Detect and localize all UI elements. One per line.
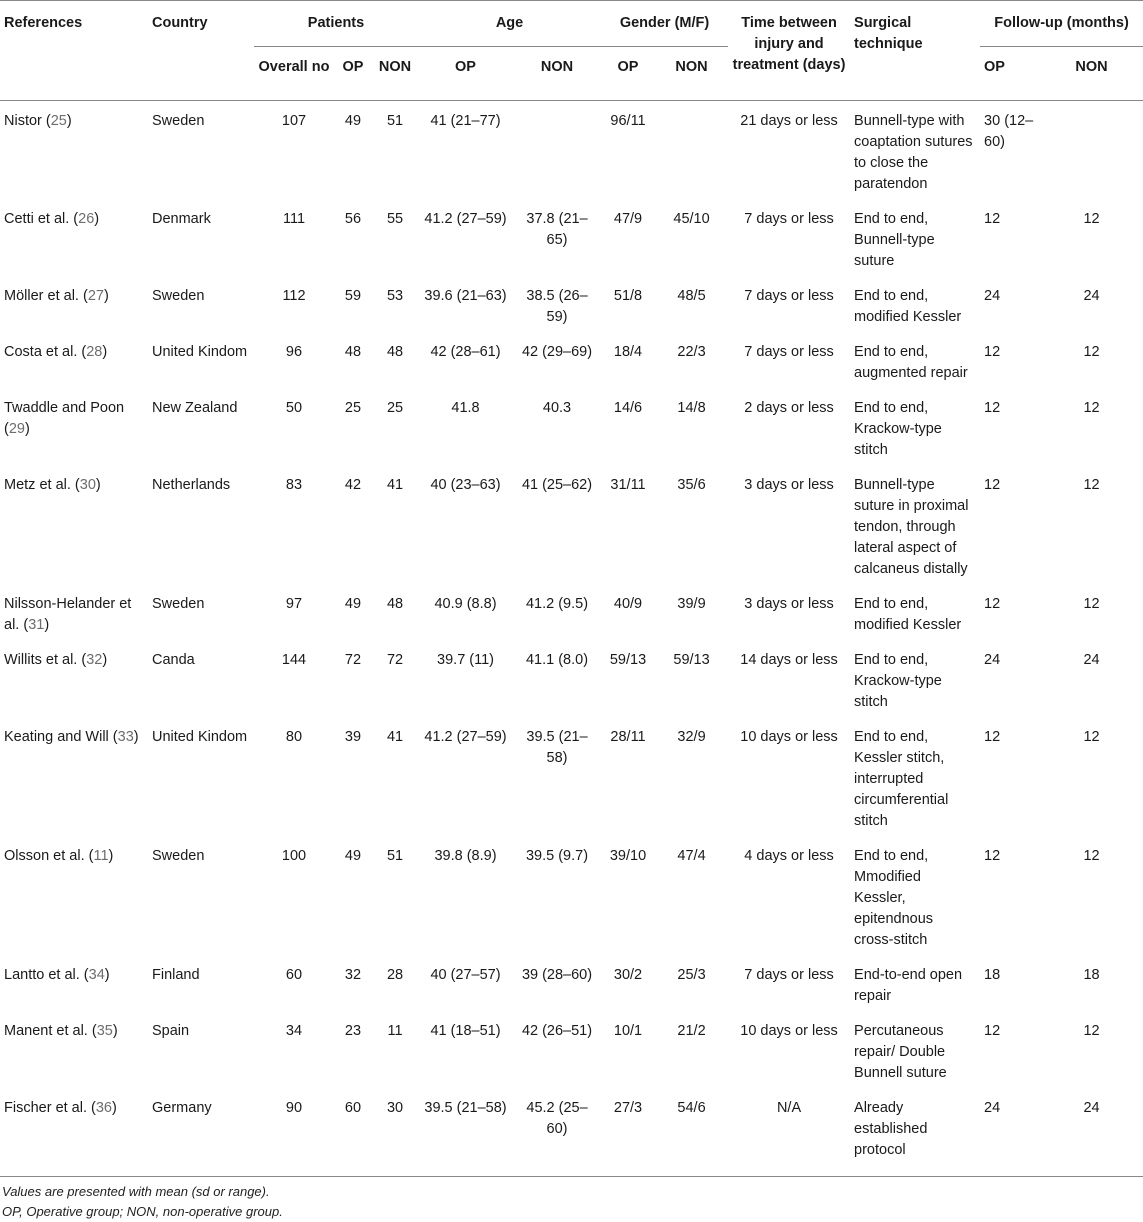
cell-reference: Manent et al. (35) <box>4 1023 118 1039</box>
cell-country: Canda <box>152 652 195 668</box>
footnote-values: Values are presented with mean (sd or range). <box>2 1184 270 1199</box>
cell-technique: End to end, modified Kessler <box>854 288 962 325</box>
cell-followup-op: 18 <box>984 967 1001 983</box>
cell-gender-non: 22/3 <box>677 344 706 360</box>
cell-overall-no: 144 <box>281 652 307 668</box>
cell-reference: Olsson et al. (11) <box>4 848 114 864</box>
reference-number-link[interactable]: 29 <box>8 421 25 437</box>
cell-reference: Twaddle and Poon (29) <box>4 400 125 437</box>
table-row <box>0 465 1143 584</box>
cell-overall-no: 97 <box>285 596 303 612</box>
cell-reference: Möller et al. (27) <box>4 288 109 304</box>
cell-age-op: 42 (28–61) <box>430 344 501 360</box>
reference-name: Manent et al. <box>4 1023 88 1039</box>
cell-country: New Zealand <box>152 400 238 416</box>
cell-followup-op: 24 <box>984 288 1001 304</box>
cell-followup-op: 12 <box>984 729 1001 745</box>
cell-patients-non: 51 <box>386 113 404 129</box>
cell-followup-non: 12 <box>1083 729 1100 745</box>
cell-time: 14 days or less <box>740 652 838 668</box>
header-followup-non: NON <box>1075 59 1108 75</box>
reference-name: Möller et al. <box>4 288 79 304</box>
cell-followup-non: 12 <box>1083 848 1100 864</box>
cell-patients-non: 25 <box>386 400 404 416</box>
cell-followup-op: 12 <box>984 596 1001 612</box>
cell-reference: Metz et al. (30) <box>4 477 101 493</box>
cell-gender-non: 32/9 <box>677 729 706 745</box>
reference-name: Costa et al. <box>4 344 78 360</box>
reference-number-link[interactable]: 28 <box>86 344 103 360</box>
cell-technique: Bunnell-type with coaptation sutures to close the paratendon <box>854 113 973 192</box>
cell-followup-op: 12 <box>984 344 1001 360</box>
cell-age-op: 41 (21–77) <box>430 113 501 129</box>
cell-reference: Keating and Will (33) <box>4 729 139 745</box>
cell-time: 7 days or less <box>744 288 834 304</box>
cell-time: 7 days or less <box>744 211 834 227</box>
cell-patients-op: 23 <box>344 1023 362 1039</box>
cell-followup-op: 12 <box>984 1023 1001 1039</box>
cell-country: Sweden <box>152 113 205 129</box>
cell-followup-op: 12 <box>984 211 1001 227</box>
cell-age-non: 42 (26–51) <box>521 1023 593 1039</box>
cell-overall-no: 111 <box>282 211 306 227</box>
cell-gender-op: 39/10 <box>609 848 647 864</box>
cell-gender-non: 21/2 <box>677 1023 706 1039</box>
cell-technique: End-to-end open repair <box>854 967 963 1004</box>
reference-name: Lantto et al. <box>4 967 80 983</box>
cell-patients-non: 30 <box>372 1088 418 1177</box>
table-row <box>0 955 1143 1011</box>
reference-name: Nilsson-Helander et al. <box>4 596 132 633</box>
cell-age-op: 39.7 (11) <box>437 652 494 668</box>
cell-country: Sweden <box>152 596 205 612</box>
cell-technique: End to end, augmented repair <box>854 344 968 381</box>
reference-name: Cetti et al. <box>4 211 70 227</box>
cell-reference: Nistor (25) <box>4 113 72 129</box>
table-row <box>0 717 1143 836</box>
cell-gender-non: 35/6 <box>677 477 706 493</box>
cell-time: 10 days or less <box>740 729 838 745</box>
cell-time: 2 days or less <box>744 400 834 416</box>
header-gender: Gender (M/F) <box>601 1 728 47</box>
cell-age-op: 39.8 (8.9) <box>434 848 497 864</box>
cell-gender-op: 10/1 <box>613 1023 643 1039</box>
header-overall-no: Overall no <box>258 59 330 75</box>
footnote-abbreviations: OP, Operative group; NON, non-operative group. <box>2 1204 283 1219</box>
cell-reference: Costa et al. (28) <box>4 344 108 360</box>
cell-technique: End to end, Bunnell-type suture <box>854 211 935 269</box>
table-row <box>0 388 1143 465</box>
cell-followup-op: 12 <box>984 848 1001 864</box>
table-row <box>0 332 1143 388</box>
cell-followup-non: 12 <box>1083 1023 1100 1039</box>
reference-number-link[interactable]: 31 <box>28 617 45 633</box>
cell-time: 3 days or less <box>744 596 834 612</box>
cell-gender-op: 27/3 <box>601 1088 655 1177</box>
reference-name: Nistor <box>4 113 42 129</box>
cell-country: Finland <box>152 967 200 983</box>
table-footnotes <box>0 1177 1143 1222</box>
cell-overall-no: 90 <box>254 1088 334 1177</box>
cell-followup-non: 12 <box>1083 596 1100 612</box>
header-followup-op: OP <box>984 59 1005 75</box>
cell-patients-non: 55 <box>386 211 404 227</box>
cell-country: United Kindom <box>152 729 248 745</box>
cell-reference: Lantto et al. (34) <box>4 967 110 983</box>
cell-age-non: 41.1 (8.0) <box>525 652 589 668</box>
cell-reference: Fischer et al. (36) <box>0 1088 148 1177</box>
cell-gender-op: 28/11 <box>610 729 646 745</box>
reference-number-link[interactable]: 33 <box>117 729 134 745</box>
cell-age-non: 39.5 (9.7) <box>525 848 589 864</box>
cell-gender-non: 59/13 <box>673 652 710 668</box>
cell-technique: End to end, modified Kessler <box>854 596 962 633</box>
cell-gender-non: 14/8 <box>677 400 706 416</box>
cell-overall-no: 34 <box>285 1023 303 1039</box>
table-row <box>0 1011 1143 1088</box>
cell-followup-non <box>1040 101 1143 200</box>
reference-number-link[interactable]: 36 <box>95 1100 112 1116</box>
cell-overall-no: 100 <box>281 848 307 864</box>
cell-age-op: 39.5 (21–58) <box>418 1088 513 1177</box>
cell-patients-non: 28 <box>386 967 404 983</box>
cell-time: 7 days or less <box>744 344 834 360</box>
table-row <box>0 640 1143 717</box>
cell-reference: Willits et al. (32) <box>4 652 108 668</box>
header-surgical: Surgical technique <box>854 15 923 52</box>
cell-patients-op: 25 <box>344 400 362 416</box>
cell-age-non <box>513 101 601 200</box>
reference-number-link[interactable]: 35 <box>96 1023 113 1039</box>
cell-age-op: 39.6 (21–63) <box>424 288 507 304</box>
cell-patients-op: 56 <box>344 211 362 227</box>
cell-patients-non: 41 <box>386 477 404 493</box>
header-patients-non: NON <box>378 59 412 75</box>
reference-name: Metz et al. <box>4 477 71 493</box>
cell-patients-op: 49 <box>344 113 362 129</box>
cell-country: Sweden <box>152 288 205 304</box>
cell-technique: End to end, Kessler stitch, interrupted circumferential stitch <box>854 729 949 829</box>
cell-age-op: 41.2 (27–59) <box>424 729 507 745</box>
cell-followup-op: 12 <box>984 477 1001 493</box>
cell-technique: Percutaneous repair/ Double Bunnell suture <box>854 1023 947 1081</box>
cell-followup-op: 12 <box>984 400 1001 416</box>
cell-patients-op: 39 <box>344 729 362 745</box>
cell-gender-op: 40/9 <box>613 596 643 612</box>
cell-technique: Bunnell-type suture in proximal tendon, through lateral aspect of calcaneus distally <box>854 477 969 577</box>
cell-gender-op: 47/9 <box>613 211 643 227</box>
cell-patients-non: 72 <box>386 652 404 668</box>
cell-followup-non: 18 <box>1083 967 1100 983</box>
table-header <box>0 1 1143 101</box>
cell-gender-op: 31/11 <box>610 477 646 493</box>
cell-reference: Nilsson-Helander et al. (31) <box>4 596 132 633</box>
cell-age-non: 45.2 (25–60) <box>513 1088 601 1177</box>
cell-time: 21 days or less <box>740 113 838 129</box>
cell-followup-non: 12 <box>1083 344 1100 360</box>
cell-age-non: 40.3 <box>542 400 572 416</box>
cell-overall-no: 50 <box>285 400 303 416</box>
cell-age-op: 41.8 <box>451 400 480 416</box>
cell-gender-non: 47/4 <box>677 848 706 864</box>
header-patients: Patients <box>254 1 418 47</box>
cell-technique: End to end, Krackow-type stitch <box>854 400 942 458</box>
cell-gender-non <box>655 101 728 200</box>
cell-gender-op: 59/13 <box>609 652 647 668</box>
cell-age-op: 40.9 (8.8) <box>434 596 497 612</box>
cell-overall-no: 83 <box>285 477 303 493</box>
reference-name: Willits et al. <box>4 652 78 668</box>
cell-age-op: 40 (27–57) <box>430 967 501 983</box>
header-gender-non: NON <box>675 59 708 75</box>
cell-followup-non: 12 <box>1083 477 1100 493</box>
cell-age-non: 38.5 (26–59) <box>526 288 588 325</box>
cell-time: 3 days or less <box>744 477 834 493</box>
table-row <box>0 836 1143 955</box>
cell-patients-op: 32 <box>344 967 362 983</box>
reference-name: Fischer et al. <box>4 1100 87 1116</box>
cell-country: Spain <box>152 1023 190 1039</box>
cell-patients-non: 51 <box>386 848 404 864</box>
cell-age-non: 39 (28–60) <box>521 967 593 983</box>
reference-number-link[interactable]: 34 <box>88 967 105 983</box>
cell-country: Sweden <box>152 848 205 864</box>
cell-gender-op: 96/11 <box>610 113 646 129</box>
table-body <box>0 101 1143 1177</box>
cell-patients-non: 48 <box>386 596 404 612</box>
cell-age-op: 41.2 (27–59) <box>424 211 507 227</box>
reference-number-link[interactable]: 27 <box>87 288 104 304</box>
header-age-non: NON <box>540 59 574 75</box>
cell-overall-no: 96 <box>285 344 303 360</box>
cell-followup-non: 24 <box>1083 652 1100 668</box>
cell-gender-op: 18/4 <box>613 344 643 360</box>
cell-time: 7 days or less <box>744 967 834 983</box>
cell-gender-non: 25/3 <box>677 967 706 983</box>
cell-patients-non: 11 <box>387 1023 403 1039</box>
reference-number-link[interactable]: 32 <box>86 652 103 668</box>
reference-number-link[interactable]: 30 <box>79 477 96 493</box>
reference-number-link[interactable]: 25 <box>50 113 67 129</box>
table-row <box>0 584 1143 640</box>
cell-country: United Kindom <box>152 344 248 360</box>
cell-patients-op: 60 <box>334 1088 372 1177</box>
reference-number-link[interactable]: 26 <box>78 211 95 227</box>
reference-name: Olsson et al. <box>4 848 85 864</box>
cell-patients-non: 41 <box>386 729 404 745</box>
cell-age-non: 37.8 (21–65) <box>526 211 588 248</box>
reference-name: Twaddle and Poon <box>4 400 125 416</box>
cell-age-non: 39.5 (21–58) <box>526 729 588 766</box>
header-patients-op: OP <box>342 59 364 75</box>
cell-time: N/A <box>728 1088 850 1177</box>
table-row <box>0 1088 1143 1177</box>
cell-gender-non: 54/6 <box>655 1088 728 1177</box>
header-references: References <box>4 15 83 31</box>
cell-followup-non: 12 <box>1083 400 1100 416</box>
cell-followup-non: 24 <box>1040 1088 1143 1177</box>
cell-technique: End to end, Krackow-type stitch <box>854 652 942 710</box>
table-row <box>0 276 1143 332</box>
cell-followup-non: 12 <box>1083 211 1100 227</box>
table-row <box>0 101 1143 200</box>
cell-gender-non: 45/10 <box>673 211 710 227</box>
header-gender-op: OP <box>617 59 639 75</box>
cell-age-non: 42 (29–69) <box>521 344 593 360</box>
cell-time: 10 days or less <box>740 1023 838 1039</box>
cell-age-op: 40 (23–63) <box>430 477 501 493</box>
cell-overall-no: 80 <box>285 729 303 745</box>
cell-gender-op: 30/2 <box>613 967 643 983</box>
cell-patients-non: 53 <box>386 288 404 304</box>
cell-age-op: 41 (18–51) <box>430 1023 501 1039</box>
cell-patients-op: 49 <box>344 596 362 612</box>
cell-technique: Already established protocol <box>850 1088 980 1177</box>
cell-overall-no: 107 <box>281 113 307 129</box>
cell-country: Netherlands <box>152 477 231 493</box>
cell-technique: End to end, Mmodified Kessler, epitendnous cross-stitch <box>854 848 934 948</box>
header-time: Time between injury and treatment (days) <box>732 15 846 73</box>
cell-gender-op: 51/8 <box>613 288 643 304</box>
cell-gender-non: 39/9 <box>677 596 706 612</box>
cell-patients-op: 49 <box>344 848 362 864</box>
cell-patients-op: 42 <box>344 477 362 493</box>
header-country: Country <box>152 15 208 31</box>
cell-followup-op: 24 <box>984 652 1001 668</box>
cell-followup-non: 24 <box>1083 288 1100 304</box>
cell-reference: Cetti et al. (26) <box>4 211 100 227</box>
cell-overall-no: 112 <box>282 288 306 304</box>
cell-patients-non: 48 <box>386 344 404 360</box>
reference-name: Keating and Will <box>4 729 109 745</box>
cell-age-non: 41 (25–62) <box>521 477 593 493</box>
cell-overall-no: 60 <box>285 967 303 983</box>
header-age: Age <box>418 1 601 47</box>
cell-country: Denmark <box>152 211 211 227</box>
table-row <box>0 199 1143 276</box>
cell-country: Germany <box>148 1088 254 1177</box>
cell-patients-op: 72 <box>344 652 362 668</box>
cell-patients-op: 59 <box>344 288 362 304</box>
header-age-op: OP <box>455 59 476 75</box>
cell-time: 4 days or less <box>744 848 834 864</box>
reference-number-link[interactable]: 11 <box>93 848 109 864</box>
cell-followup-op: 24 <box>980 1088 1040 1177</box>
cell-age-non: 41.2 (9.5) <box>525 596 589 612</box>
cell-gender-non: 48/5 <box>677 288 706 304</box>
header-followup: Follow-up (months) <box>980 1 1143 47</box>
cell-patients-op: 48 <box>344 344 362 360</box>
cell-gender-op: 14/6 <box>613 400 643 416</box>
cell-followup-op: 30 (12–60) <box>984 113 1034 150</box>
